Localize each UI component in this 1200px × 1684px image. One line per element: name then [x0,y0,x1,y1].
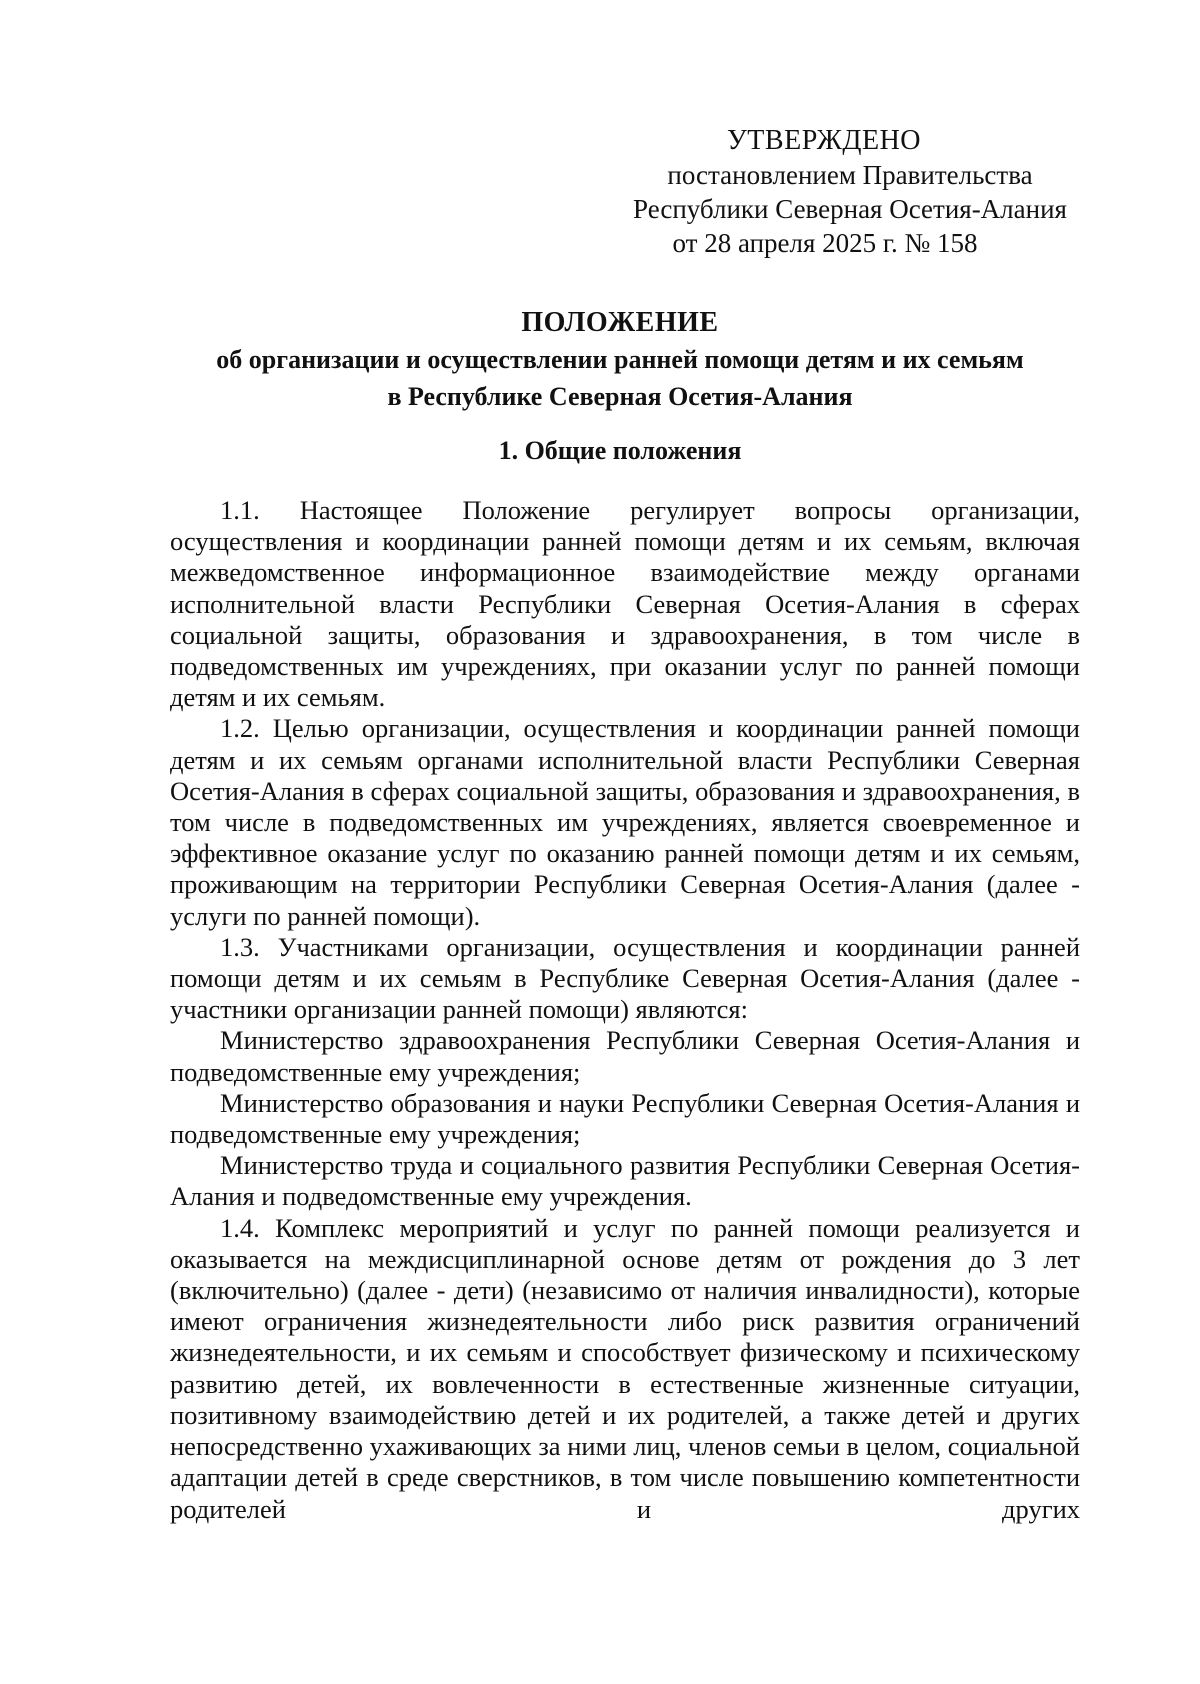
participant-education-ministry: Министерство образования и науки Республики Северная Осетия-Алания и подведомственные ему учреждения; [170,1087,1080,1150]
section-title: 1. Общие положения [498,436,742,465]
approval-title: УТВЕРЖДЕНО [726,125,922,156]
approval-line-2: Республики Северная Осетия-Алания [633,194,1067,224]
paragraph-1-1: 1.1. Настоящее Положение регулирует вопросы организации, осуществления и координации ранней помощи детям и их семьям, включая межведомственное информационное взаимодействие между органами исполнительной власти Республики Северная Осетия-Алания в сферах социальной защиты, образования и здравоохранения, в том числе в подведомственных им учреждениях, при оказании услуг по ранней помощи детям и их семьям. [170,495,1080,713]
approval-date-line: от 28 апреля 2025 г. № 158 [672,228,978,258]
document-heading [160,305,1080,415]
participant-labour-ministry: Министерство труда и социального развития Республики Северная Осетия-Алания и подведомственные ему учреждения. [170,1150,1080,1212]
paragraph-1-3: 1.3. Участниками организации, осуществления и координации ранней помощи детям и их семьям в Республике Северная Осетия-Алания (далее - участники организации ранней помощи) являются: [170,931,1080,1025]
paragraph-1-2: 1.2. Целью организации, осуществления и координации ранней помощи детям и их семьям органами исполнительной власти Республики Северная Осетия-Алания в сферах социальной защиты, образования и здравоохранения, в том числе в подведомственных им учреждениях, является своевременное и эффективное оказание услуг по оказанию ранней помощи детям и их семьям, проживающим на территории Республики Северная Осетия-Алания (далее - услуги по ранней помощи). [170,713,1080,931]
document-title: ПОЛОЖЕНИЕ [521,307,719,338]
document-subtitle-line-1: об организации и осуществлении ранней помощи детям и их семьям [216,345,1024,374]
paragraph-1-4: 1.4. Комплекс мероприятий и услуг по ранней помощи реализуется и оказывается на междисциплинарной основе детям от рождения до 3 лет (включительно) (далее - дети) (независимо от наличия инвалидности), которые имеют ограничения жизнедеятельности либо риск развития ограничений жизнедеятельности, и их семьям и способствует физическому и психическому развитию детей, их вовлеченности в естественные жизненные ситуации, позитивному взаимодействию детей и их родителей, а также детей и других непосредственно ухаживающих за ними лиц, членов семьи в целом, социальной адаптации детей в среде сверстников, в том числе повышению компетентности родителей и других [170,1212,1080,1524]
document-body [170,495,1080,1525]
document-subtitle-line-2: в Республике Северная Осетия-Алания [387,382,853,411]
approval-stamp [600,124,1100,260]
approval-line-1: постановлением Правительства [667,160,1033,190]
participant-health-ministry: Министерство здравоохранения Республики Северная Осетия-Алания и подведомственные ему учреждения; [170,1025,1080,1087]
